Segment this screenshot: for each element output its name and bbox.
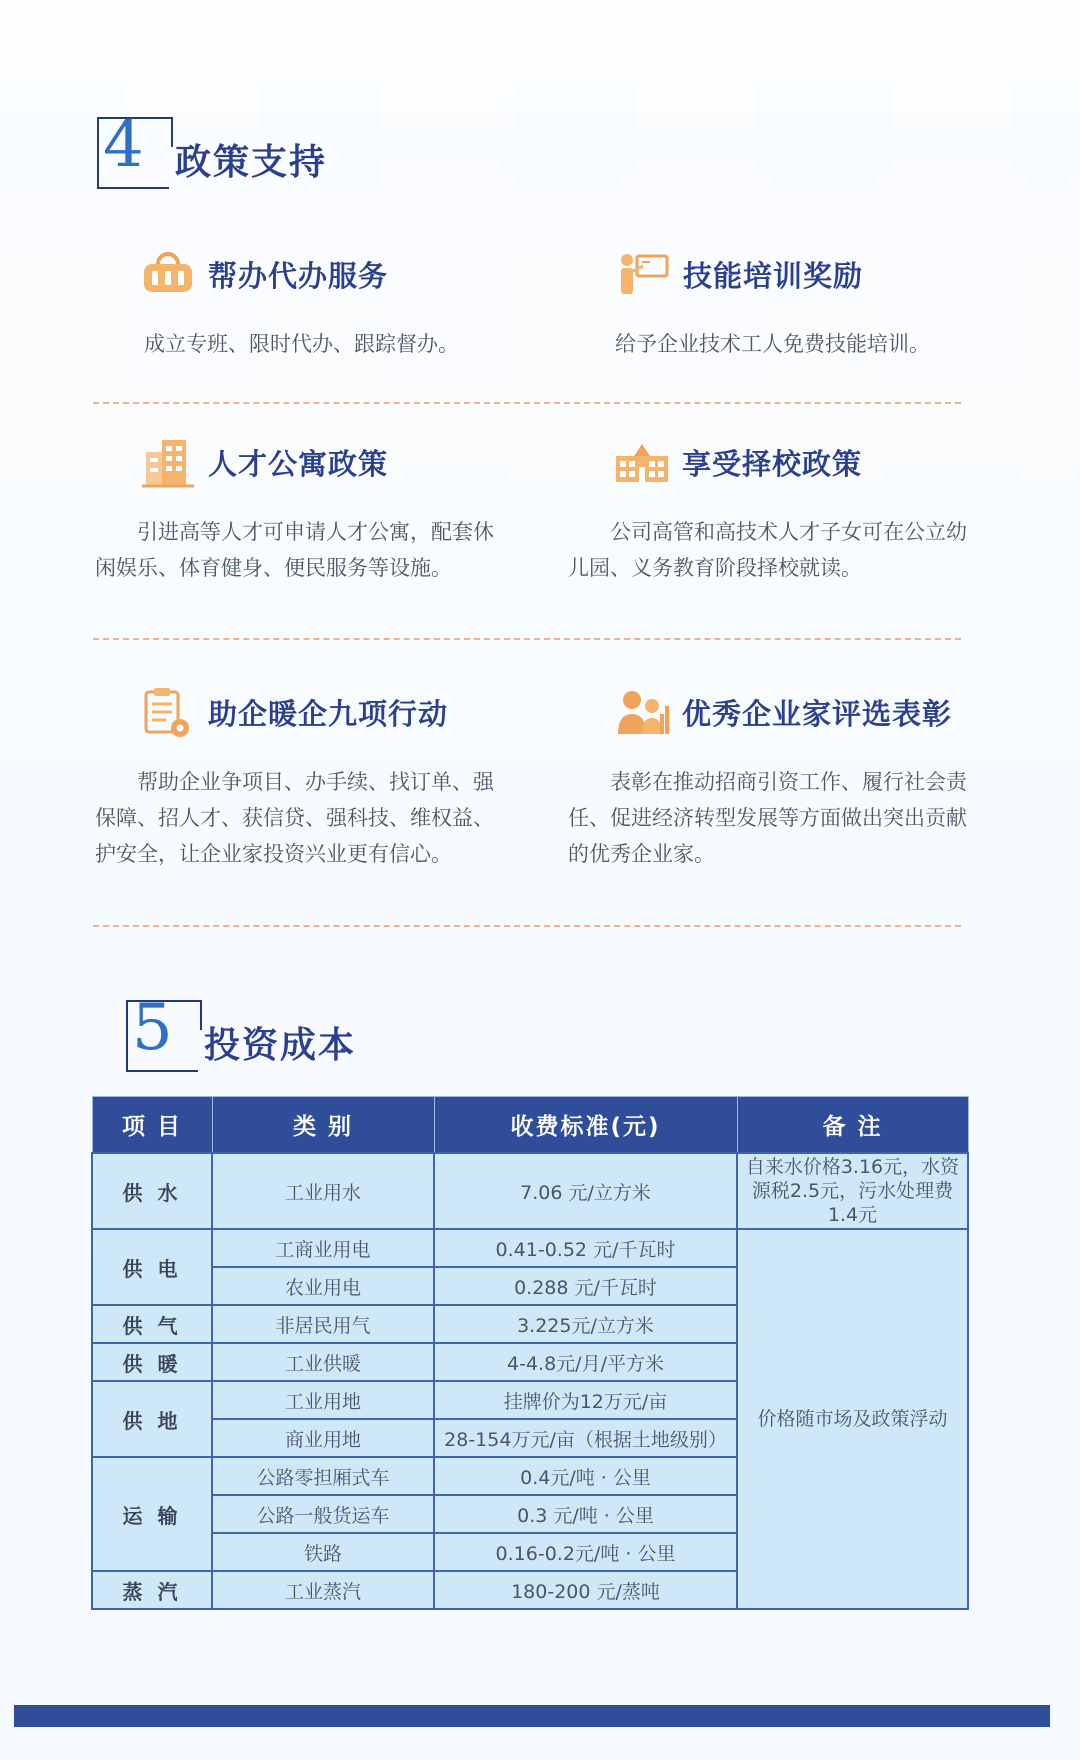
category-cell: 工业用水 <box>212 1153 434 1229</box>
header-item: 项 目 <box>92 1097 212 1154</box>
policy-title: 优秀企业家评选表彰 <box>682 696 953 731</box>
header-fee: 收费标准(元) <box>434 1097 737 1154</box>
category-cell: 工商业用电 <box>212 1229 434 1267</box>
policy-card-school <box>568 432 978 586</box>
item-cell: 运 输 <box>92 1457 212 1571</box>
divider <box>93 925 961 927</box>
policy-description: 引进高等人才可申请人才公寓，配套休闲娱乐、体育健身、便民服务等设施。 <box>95 520 494 580</box>
section-number-frame <box>126 991 196 1070</box>
apartment-building-icon <box>140 434 196 490</box>
fee-cell: 3.225元/立方米 <box>434 1305 737 1343</box>
policy-description: 给予企业技术工人免费技能培训。 <box>615 332 930 356</box>
fee-cell: 4-4.8元/月/平方米 <box>434 1343 737 1381</box>
category-cell: 工业用地 <box>212 1381 434 1419</box>
category-cell: 商业用地 <box>212 1419 434 1457</box>
section-4-heading <box>97 108 328 187</box>
fee-cell: 挂牌价为12万元/亩 <box>434 1381 737 1419</box>
policy-title: 帮办代办服务 <box>208 258 389 293</box>
policy-title: 技能培训奖励 <box>683 258 864 293</box>
training-presenter-icon <box>615 246 671 302</box>
fee-cell: 0.288 元/千瓦时 <box>434 1267 737 1305</box>
table-row <box>92 1153 968 1229</box>
people-chart-icon <box>614 684 670 740</box>
policy-card-entrepreneur-awards <box>568 682 978 872</box>
school-building-icon <box>614 434 670 490</box>
policy-description: 成立专班、限时代办、跟踪督办。 <box>144 332 459 356</box>
item-cell: 供 电 <box>92 1229 212 1305</box>
category-cell: 公路一般货运车 <box>212 1495 434 1533</box>
fee-cell: 7.06 元/立方米 <box>434 1153 737 1229</box>
policy-title: 享受择校政策 <box>682 446 863 481</box>
category-cell: 公路零担厢式车 <box>212 1457 434 1495</box>
category-cell: 工业蒸汽 <box>212 1571 434 1609</box>
fee-cell: 0.41-0.52 元/千瓦时 <box>434 1229 737 1267</box>
fee-cell: 0.4元/吨 · 公里 <box>434 1457 737 1495</box>
table-header-row <box>92 1097 968 1154</box>
policy-title: 人才公寓政策 <box>208 446 389 481</box>
clipboard-gear-icon <box>140 684 196 740</box>
item-cell: 供 暖 <box>92 1343 212 1381</box>
policy-title: 助企暖企九项行动 <box>208 696 449 731</box>
section-number-frame <box>97 108 167 187</box>
fee-cell: 0.16-0.2元/吨 · 公里 <box>434 1533 737 1571</box>
item-cell: 供 地 <box>92 1381 212 1457</box>
category-cell: 非居民用气 <box>212 1305 434 1343</box>
section-number: 5 <box>132 991 173 1065</box>
fee-cell: 0.3 元/吨 · 公里 <box>434 1495 737 1533</box>
table-row <box>92 1229 968 1267</box>
category-cell: 农业用电 <box>212 1267 434 1305</box>
category-cell: 工业供暖 <box>212 1343 434 1381</box>
fee-cell: 180-200 元/蒸吨 <box>434 1571 737 1609</box>
basket-service-icon <box>140 246 196 302</box>
policy-card-service <box>140 244 560 362</box>
section-5-heading <box>126 991 357 1070</box>
item-cell: 供 气 <box>92 1305 212 1343</box>
policy-card-apartment <box>95 432 505 586</box>
shared-note-cell: 价格随市场及政策浮动 <box>737 1229 968 1609</box>
investment-cost-table <box>91 1096 969 1610</box>
section-title: 投资成本 <box>204 1025 357 1066</box>
section-title: 政策支持 <box>175 142 328 183</box>
section-number: 4 <box>103 108 144 182</box>
item-cell: 蒸 汽 <box>92 1571 212 1609</box>
policy-card-training <box>615 244 1035 362</box>
footer-bar <box>14 1705 1050 1727</box>
header-note: 备 注 <box>737 1097 968 1154</box>
policy-description: 帮助企业争项目、办手续、找订单、强保障、招人才、获信贷、强科技、维权益、护安全，让企业家投资兴业更有信心。 <box>95 770 494 866</box>
policy-description: 表彰在推动招商引资工作、履行社会责任、促进经济转型发展等方面做出突出贡献的优秀企业家。 <box>568 770 967 866</box>
policy-description: 公司高管和高技术人才子女可在公立幼儿园、义务教育阶段择校就读。 <box>568 520 967 580</box>
header-category: 类 别 <box>212 1097 434 1154</box>
policy-card-nine-actions <box>95 682 505 872</box>
divider <box>93 638 961 640</box>
note-cell: 自来水价格3.16元，水资源税2.5元，污水处理费1.4元 <box>737 1153 968 1229</box>
fee-cell: 28-154万元/亩（根据土地级别） <box>434 1419 737 1457</box>
divider <box>93 402 961 404</box>
item-cell: 供 水 <box>92 1153 212 1229</box>
category-cell: 铁路 <box>212 1533 434 1571</box>
